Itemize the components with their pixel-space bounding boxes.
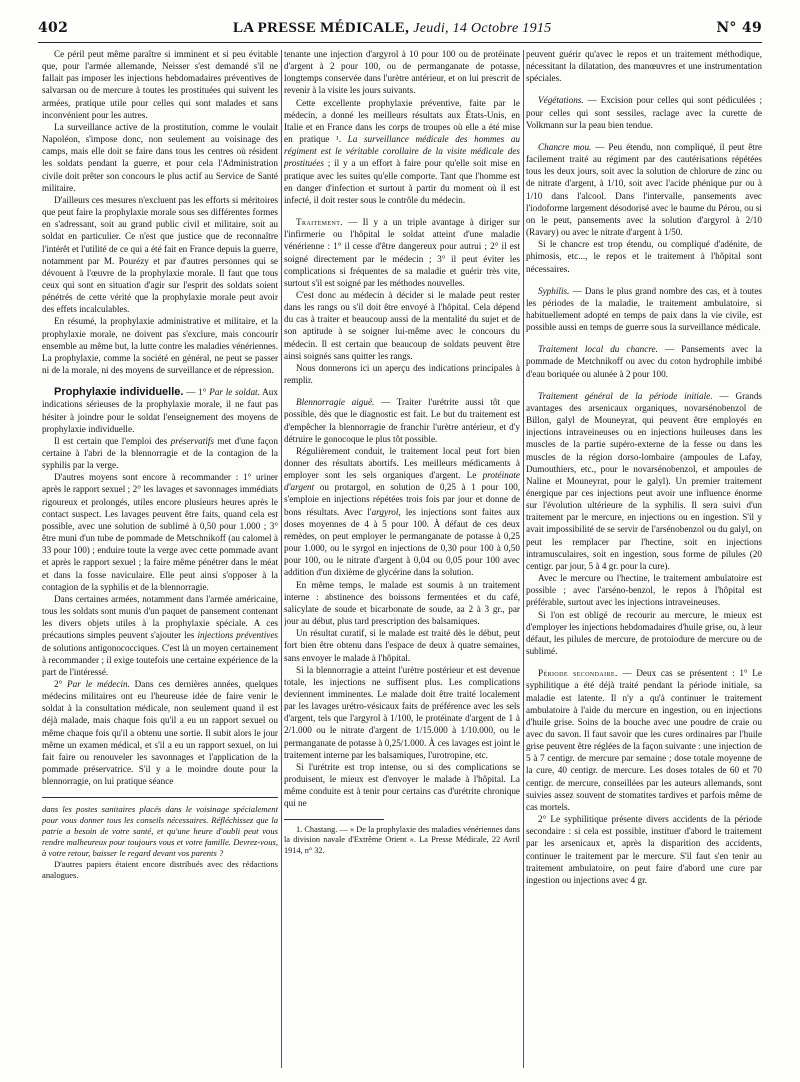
subsection-title: Par le soldat. [209,387,260,398]
paragraph: Si la blennorragie a atteint l'urètre postérieur et est devenue totale, les injections ne suffisent plus. Les complications deviennent imminentes. Le malade doit être traité localement par les lavages urétro-vésicaux faits de préférence avec les sels d'argent, tels que l'argyrol à 1/100, le protéinate d'argent de 1 à 2/1.000 ou le nitrate d'argent de 1/15.000 à 1/10.000, ou le permanganate de potasse à 0,25/1.000. À ces lavages est joint le traitement interne par les balsamiques, l'urotropine, etc. [284,664,520,760]
emphasis: préservatifs [170,435,215,446]
paragraph: tenante une injection d'argyrol à 10 pour 100 ou de protéinate d'argent à 2 pour 100, ou de permanganate de potasse, longtemps conservée dans l'urètre antérieur, et on lui prescrit de revenir à la visite les jours suivants. [284,49,520,96]
footnote-continuation: D'autres papiers étaient encore distribués avec des rédactions analogues. [42,859,278,881]
column-divider [523,50,524,1068]
text-run: — Excision pour celles qui sont pédiculées ; pour celles qui sont sessiles, raclage avec la curette de Volkmann sur la peau bien tendue. [526,95,762,130]
column-divider [281,50,282,1068]
paragraph [42,435,278,471]
text-run: Cette excellente prophylaxie préventive, faite par le médecin, a donné les meilleurs résultats aux États-Unis, en Italie et en France dans les corps de troupes où elle a été mise en pratique ¹. [284,97,520,145]
emphasis: argyrol [371,506,399,517]
subsection-title: Syphilis. [538,285,570,296]
subsection-title: Traitement local du chancre. [538,344,658,355]
column-3 [526,48,762,1070]
paragraph: D'ailleurs ces mesures n'excluent pas les efforts si méritoires que peut faire la prophylaxie morale sous ses différentes formes en s'adressant, soit au grand public civil et militaire, soit au soldat en particulier. Ce n'est que justice que de reconnaître l'intérêt et l'utilité de ce qui a été fait en France depuis la guerre, notamment par M. Pourézy et par d'autres personnes qui se dévouent à l'œuvre de la prophylaxie morale. Il faut que tous ceux qui sont en situation d'agir sur l'esprit des soldats soient pénétrés de cette vérité que la prophylaxie morale peut avoir des effets incalculables. [42,194,278,315]
text-run: ; il y a un effort à faire pour qu'elle soit mise en pratique avec les suites qu'elle comporte. Tant que l'homme est en danger d'infection et surtout à partir du moment où il est infecté, il doit rester sous le contrôle du médecin. [284,158,520,205]
issue-number: N° 49 [716,20,762,36]
subsection-title: Période secondaire. [538,668,618,679]
text-run: — Dans le plus grand nombre des cas, et à toutes les périodes de la maladie, le traitement ambulatoire, si habituellement adopté en temps de paix dans la vie civile, est possible aussi en temps de guerre sous la surveillance médicale. [526,285,762,333]
paragraph [284,216,520,289]
subsection-title: Traitement. [296,217,343,228]
paragraph [526,141,762,238]
paragraph: peuvent guérir qu'avec le repos et un traitement méthodique, nécessitant la dilatation, des manœuvres et une instrumentation spéciales. [526,49,762,84]
text-run: ou protargol, en solution de 0,25 à 1 pour 100, s'emploie en injections répétées trois fois par jour et donne de bons résultats. Avec l' [284,482,520,517]
text-run: — Deux cas se présentent : 1° Le syphilitique a été déjà traité pendant la période initiale, sa maladie est latente. Il n'y a qu'à continuer le traitement ambulatoire à l'aide du mercure en ingestion, ou en injections d'huile grise. Soins de la bouche avec une poudre de craie ou avec du savon. Il faut savoir que les cures ordinaires par l'huile grise peuvent être réglées de la façon suivante : une injection de 5 à 7 centigr. de mercure par semaine ; dose totale moyenne de la cure, 40 centigr. de mercure. Les doses totales de 60 et 70 centigr. de mercure, conseillées par les auteurs allemands, sont suivies assez souvent de stomatites tardives et parfois même de cas mortels. [526,668,762,812]
paragraph [284,445,520,579]
paragraph: D'autres moyens sont encore à recommander : 1° uriner après le rapport sexuel ; 2° les lavages et savonnages immédiats rigoureux et prolongés, utiles encore plusieurs heures après le contact suspect. Les lavages peuvent être faits, quand cela est possible, avec une solution de sublimé à 0,50 pour 1.000 ; 3° être muni d'un tube de pommade de Metschnikoff (au calomel à 33 pour 100) ; enduire toute la verge avec cette pommade avant et après le rapport sexuel ; la faire même pénétrer dans le méat et dans la fosse naviculaire. Elle peut ainsi s'opposer à la contagion de la syphilis et de la blennorragie. [42,472,278,592]
paragraph: Nous donnerons ici un aperçu des indications principales à remplir. [284,362,520,386]
text-run: — 1° [183,387,210,398]
text-run: , les injections sont faites aux doses moyennes de 4 à 5 pour 100. À défaut de ces deux remèdes, on peut employer le permanganate de potasse à 0,25 pour 1.000, ou le syrgol en injections de 0,30 pour 100 à 0,50 pour 100, ou le nitrate d'argent à 0,04 ou 0,05 pour 100 avec addition d'un dixième de glycérine dans la solution. [284,506,520,578]
text-run: Il est certain que l'emploi des [54,435,171,446]
subsection-title: Par le médecin. [67,678,130,689]
text-run: — Pansements avec la pommade de Metchnikoff ou avec du coton hydrophile imbibé d'eau boriquée ou alunée à 2 pour 100. [526,344,762,379]
subsection-title: Végétations. [538,95,584,106]
paragraph: Si l'on est obligé de recourir au mercure, le mieux est d'employer les injections hebdomadaires d'huile grise, ou, à leur défaut, les pilules de mercure, de protoiodure de mercure ou de sublimé. [526,609,762,657]
paragraph [284,396,520,445]
paragraph [526,667,762,813]
issue-date: Jeudi, 14 Octobre 1915 [413,21,552,36]
paragraph: Ce péril peut même paraître si imminent et si peu évitable que, pour l'armée allemande, Neisser s'est demandé s'il ne fallait pas imposer les injections hebdomadaires préventives de salvarsan ou de mercure à toutes les prostituées qui suivent les armées, pratique utile pour celles qui sont malades et sans inconvénient pour les autres. [42,49,278,120]
footnote-rule [42,797,278,798]
paragraph [284,97,520,206]
section-paragraph [42,386,278,435]
column-1 [42,48,278,1070]
text-run: Dans certaines armées, notamment dans l'armée américaine, tous les soldats sont munis d'un paquet de pansement contenant les divers objets utiles à la prophylaxie spéciale. A ces précautions simples peuvent s'ajouter les [42,593,278,641]
text-run: met d'une façon certaine à l'abri de la blennorragie et de la contagion de la syphilis par la verge. [42,435,278,471]
paragraph [526,390,762,572]
text-run: Régulièrement conduit, le traitement local peut fort bien donner des résultats abortifs. Les meilleurs médicaments à employer sont les sels organiques d'argent. Le [284,445,520,481]
subsection-title: Chancre mou. [538,141,592,152]
page-number: 402 [38,20,69,36]
paragraph [42,678,278,787]
paragraph [42,593,278,678]
text-run: — Peu étendu, non compliqué, il peut être facilement traité au régiment par des cautérisations répétées tous les deux jours, soit avec la solution de chlorure de zinc ou de nitrate d'argent, à 1/10, soit avec l'acide phénique pur ou à 1/10 dans l'alcool. Dans l'intervalle, pansements avec l'iodoforme largement désodorisé avec le baume du Pérou, ou si on le peut, pansements avec la solution d'argyrol à 2/10 (Ravary) ou avec le nitrate d'argent à 1/50. [526,141,762,238]
subsection-title: Traitement général de la période initiale. [538,390,713,401]
text-run: — Il y a un triple avantage à diriger sur l'infirmerie ou l'hôpital le soldat atteint d'une maladie vénérienne : 1° il cesse d'être dangereux pour autrui ; 2° il est soigné directement par le médecin ; 3° il peut éviter les complications si fréquentes de sa maladie et guérir très vite, surtout s'il est soigné par les méthodes nouvelles. [284,217,520,288]
paragraph: C'est donc au médecin à décider si le malade peut rester dans les rangs ou s'il doit être envoyé à l'hôpital. Cela dépend du cas à traiter et beaucoup aussi de la mentalité du sujet et de son aptitude à se soigner lui-même avec le concours du médecin. Il est certain que beaucoup de soldats peuvent être ainsi soignés sans quitter les rangs. [284,289,520,361]
text-run: — Grands avantages des arsenicaux organiques, novarsénobenzol de Billon, galyl de Mouneyrat, qui peuvent être employés en injections intraveineuses ou en injections huileuses dans les muscles de la partie supéro-externe de la fesse ou dans les muscles de la région dorso-lombaire (ampoules de Lafay, Dumouthiers, etc., pour le novarsénobenzol, et ampoules de Naline et Mouneyrat, pour le galyl). Un premier traitement énergique par ces injections peut avoir une influence énorme sur l'évolution ultérieure de la syphilis. Il sera suivi d'un traitement par le mercure, en injections ou en ingestion. S'il y avait impossibilité de se servir de l'arsénobenzol ou du galyl, on peut les remplacer par l'hectine, soit en injections intramusculaires, soit en ingestion, sous forme de pilules (20 centigr. par jour, 5 à 4 gr. pour la cure). [526,390,762,571]
emphasis: La surveillance médicale des hommes au régiment est le véritable corollaire de la visite médicale des prostituées [284,134,520,169]
text-run: 2° [54,678,68,689]
header-rule [38,42,762,43]
journal-title: LA PRESSE MÉDICALE, [232,20,410,36]
paragraph [526,343,762,379]
paragraph [526,94,762,130]
paragraph: 2° Le syphilitique présente divers accidents de la période secondaire : si cela est possible, instituer d'abord le traitement par les arsenicaux et, après la disparition des accidents, continuer le traitement par le mercure. S'il faut s'en tenir au traitement ambulatoire, on peut faire d'abord une cure par ingestion ou injections avec 4 gr. [526,814,762,885]
emphasis: protéinate d'argent [284,470,520,493]
journal-masthead [233,20,552,37]
text-run: Aux indications sérieuses de la prophylaxie morale, il ne faut pas hésiter à joindre pour le soldat l'enseignement des moyens de prophylaxie individuelle. [42,387,278,434]
subsection-title: Blennorragie aiguë. [296,397,375,408]
paragraph: La surveillance active de la prostitution, comme le voulait Napoléon, s'impose donc, non seulement au voisinage des camps, mais elle doit se faire dans tous les centres où résident les soldats pendant la guerre, et pour cela l'Administration civile doit prêter son concours le plus actif au Service de Santé militaire. [42,121,278,193]
paragraph: Si l'urétrite est trop intense, ou si des complications se produisent, le mieux est d'envoyer le malade à l'hôpital. La même conduite est à tenir pour certains cas d'urétrite chronique qui ne [284,761,520,809]
paragraph: En résumé, la prophylaxie administrative et militaire, et la prophylaxie morale, ne doivent pas s'exclure, mais concourir ensemble au même but, la lutte contre les maladies vénériennes. La prophylaxie, comme la société en général, ne peut se passer ni de la morale, ni des moyens de surveillance et de répression. [42,316,278,376]
text-run: — Traiter l'urétrite aussi tôt que possible, dès que le diagnostic est fait. Le but du traitement est d'empêcher la blennorragie de franchir l'urètre antérieur, et d'y détruire le gonocoque le plus tôt possible. [284,397,520,444]
footnote-rule [284,819,384,820]
section-heading: Prophylaxie individuelle. [54,386,184,399]
text-run: Dans ces dernières années, quelques médecins militaires ont eu l'heureuse idée de faire venir le soldat à la consultation médicale, non seulement quand il est déjà malade, mais chaque fois qu'il a eu un rapport sexuel ou même chaque fois qu'il a obtenu une sortie. Il subit alors le jour même un examen médical, et s'il a eu un rapport sexuel, on lui fait faire ou renouveler les savonnages et l'application de la pommade préservatrice. S'il y a le moindre doute pour la blennorragie, on lui pratique séance [42,678,278,787]
paragraph [526,285,762,334]
page-header [38,20,762,40]
text-run: de solutions antigonococciques. C'est là un moyen certainement à recommander ; il exige toutefois une certaine expérience de la part de l'intéressé. [42,642,278,677]
paragraph: Un résultat curatif, si le malade est traité dès le début, peut fort bien être obtenu dans l'espace de deux à quatre semaines, sans envoyer le malade à l'hôpital. [284,628,520,663]
footnote: 1. Chastang. — « De la prophylaxie des maladies vénériennes dans la division navale d'Extrême Orient ». La Presse Médicale, 22 Avril 1914, n° 32. [284,824,520,855]
column-2 [284,48,520,1070]
emphasis: injections préventives [197,630,278,641]
paragraph: En même temps, le malade est soumis à un traitement interne : abstinence des boissons fermentées et du café, salicylate de soude et bicarbonate de soude, aa 2 à 3 gr., par jour au début, plus tard prescription des balsamiques. [284,579,520,627]
paragraph: Si le chancre est trop étendu, ou compliqué d'adénite, de phimosis, etc..., le repos et le traitement à l'hôpital sont nécessaires. [526,239,762,274]
footnote-continuation: dans les postes sanitaires placés dans le voisinage spécialement pour vous donner tous les conseils nécessaires. Réfléchissez que la patrie a besoin de votre santé, et qu'une heure d'oubli peut vous rendre malheureux pour toujours vous et votre famille. Devrez-vous, à votre retour, baisser le regard devant vos parents ? [42,804,278,859]
paragraph: Avec le mercure ou l'hectine, le traitement ambulatoire est possible ; avec l'arséno-benzol, le repos à l'hôpital est préférable, surtout avec les injections intraveineuses. [526,573,762,608]
